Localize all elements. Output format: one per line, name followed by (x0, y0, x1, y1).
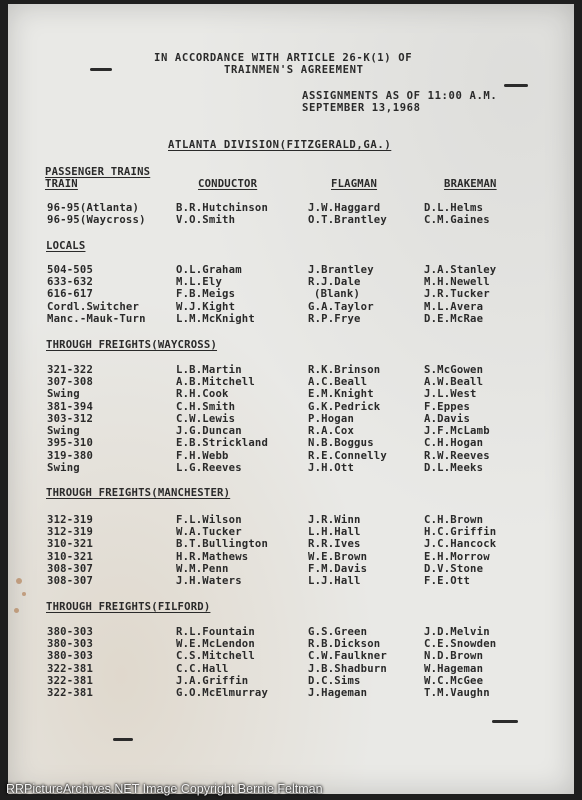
conductor-cell: M.L.Ely (176, 276, 223, 288)
brakeman-column-header: BRAKEMAN (444, 178, 497, 190)
train-cell: 310-321 (47, 538, 94, 550)
train-cell: 380-303 (47, 650, 94, 662)
train-cell: 380-303 (47, 638, 94, 650)
flagman-cell: R.B.Dickson (308, 638, 381, 650)
punch-mark (90, 68, 112, 71)
conductor-cell: E.B.Strickland (176, 437, 269, 449)
train-cell: 96-95(Waycross) (47, 214, 146, 226)
flagman-cell: N.B.Boggus (308, 437, 374, 449)
brakeman-cell: J.C.Hancock (424, 538, 497, 550)
flagman-cell: (Blank) (314, 288, 361, 300)
flagman-cell: G.A.Taylor (308, 301, 374, 313)
flagman-cell: G.S.Green (308, 626, 368, 638)
brakeman-cell: D.L.Meeks (424, 462, 484, 474)
flagman-cell: J.W.Haggard (308, 202, 381, 214)
conductor-cell: G.O.McElmurray (176, 687, 269, 699)
flagman-cell: W.E.Brown (308, 551, 368, 563)
brakeman-cell: D.V.Stone (424, 563, 484, 575)
brakeman-cell: M.H.Newell (424, 276, 490, 288)
conductor-cell: R.L.Fountain (176, 626, 255, 638)
flagman-cell: G.K.Pedrick (308, 401, 381, 413)
flagman-cell: A.C.Beall (308, 376, 368, 388)
stain-spot (16, 578, 22, 584)
brakeman-cell: R.W.Reeves (424, 450, 490, 462)
train-cell: 312-319 (47, 514, 94, 526)
conductor-cell: B.R.Hutchinson (176, 202, 269, 214)
train-cell: 321-322 (47, 364, 94, 376)
train-cell: 504-505 (47, 264, 94, 276)
brakeman-cell: D.L.Helms (424, 202, 484, 214)
flagman-cell: R.E.Connelly (308, 450, 387, 462)
brakeman-cell: N.D.Brown (424, 650, 484, 662)
conductor-cell: C.H.Smith (176, 401, 236, 413)
brakeman-cell: J.F.McLamb (424, 425, 490, 437)
brakeman-cell: J.R.Tucker (424, 288, 490, 300)
conductor-cell: W.M.Penn (176, 563, 229, 575)
conductor-cell: R.H.Cook (176, 388, 229, 400)
brakeman-cell: F.E.Ott (424, 575, 471, 587)
flagman-cell: J.R.Winn (308, 514, 361, 526)
conductor-cell: L.G.Reeves (176, 462, 242, 474)
locals-heading: LOCALS (46, 240, 86, 252)
brakeman-cell: J.D.Melvin (424, 626, 490, 638)
conductor-cell: O.L.Graham (176, 264, 242, 276)
brakeman-cell: J.L.West (424, 388, 477, 400)
train-cell: 303-312 (47, 413, 94, 425)
flagman-cell: R.A.Cox (308, 425, 355, 437)
train-cell: Cordl.Switcher (47, 301, 140, 313)
conductor-cell: A.B.Mitchell (176, 376, 255, 388)
flagman-cell: R.P.Frye (308, 313, 361, 325)
train-cell: 96-95(Atlanta) (47, 202, 140, 214)
brakeman-cell: H.C.Griffin (424, 526, 497, 538)
brakeman-cell: M.L.Avera (424, 301, 484, 313)
waycross-heading: THROUGH FREIGHTS(WAYCROSS) (46, 339, 218, 351)
flagman-cell: P.Hogan (308, 413, 355, 425)
conductor-cell: B.T.Bullington (176, 538, 269, 550)
conductor-cell: L.B.Martin (176, 364, 242, 376)
conductor-cell: W.A.Tucker (176, 526, 242, 538)
brakeman-cell: E.H.Morrow (424, 551, 490, 563)
train-cell: Swing (47, 388, 80, 400)
train-cell: 322-381 (47, 675, 94, 687)
brakeman-cell: C.H.Brown (424, 514, 484, 526)
train-cell: 308-307 (47, 563, 94, 575)
flagman-cell: C.W.Faulkner (308, 650, 387, 662)
copyright-watermark: RRPictureArchives.NET Image Copyright Bernie Feltman (6, 782, 323, 796)
flagman-cell: R.J.Dale (308, 276, 361, 288)
brakeman-cell: C.H.Hogan (424, 437, 484, 449)
train-cell: Swing (47, 425, 80, 437)
conductor-cell: H.R.Mathews (176, 551, 249, 563)
train-cell: 319-380 (47, 450, 94, 462)
conductor-cell: J.G.Duncan (176, 425, 242, 437)
conductor-cell: V.O.Smith (176, 214, 236, 226)
train-cell: 633-632 (47, 276, 94, 288)
punch-mark (492, 720, 518, 723)
brakeman-cell: S.McGowen (424, 364, 484, 376)
flagman-cell: O.T.Brantley (308, 214, 387, 226)
brakeman-cell: D.E.McRae (424, 313, 484, 325)
brakeman-cell: W.Hageman (424, 663, 484, 675)
flagman-cell: R.K.Brinson (308, 364, 381, 376)
punch-mark (504, 84, 528, 87)
conductor-cell: F.B.Meigs (176, 288, 236, 300)
train-cell: 322-381 (47, 687, 94, 699)
brakeman-cell: J.A.Stanley (424, 264, 497, 276)
flagman-cell: L.J.Hall (308, 575, 361, 587)
train-cell: 310-321 (47, 551, 94, 563)
flagman-cell: F.M.Davis (308, 563, 368, 575)
conductor-cell: L.M.McKnight (176, 313, 255, 325)
flagman-cell: J.B.Shadburn (308, 663, 387, 675)
flagman-cell: J.Brantley (308, 264, 374, 276)
flagman-cell: R.R.Ives (308, 538, 361, 550)
flagman-cell: J.H.Ott (308, 462, 355, 474)
conductor-cell: F.L.Wilson (176, 514, 242, 526)
conductor-cell: C.S.Mitchell (176, 650, 255, 662)
filford-heading: THROUGH FREIGHTS(FILFORD) (46, 601, 211, 613)
division-title: ATLANTA DIVISION(FITZGERALD,GA.) (168, 139, 392, 151)
passenger-trains-heading: PASSENGER TRAINS (45, 166, 151, 178)
train-cell: Manc.-Mauk-Turn (47, 313, 146, 325)
assignments-date: SEPTEMBER 13,1968 (302, 102, 421, 114)
train-cell: 380-303 (47, 626, 94, 638)
stain-spot (14, 608, 19, 613)
brakeman-cell: A.Davis (424, 413, 471, 425)
brakeman-cell: A.W.Beall (424, 376, 484, 388)
flagman-cell: J.Hageman (308, 687, 368, 699)
manchester-heading: THROUGH FREIGHTS(MANCHESTER) (46, 487, 231, 499)
train-cell: 307-308 (47, 376, 94, 388)
train-cell: 322-381 (47, 663, 94, 675)
train-cell: 308-307 (47, 575, 94, 587)
brakeman-cell: C.E.Snowden (424, 638, 497, 650)
conductor-column-header: CONDUCTOR (198, 178, 258, 190)
conductor-cell: J.H.Waters (176, 575, 242, 587)
brakeman-cell: T.M.Vaughn (424, 687, 490, 699)
train-cell: 395-310 (47, 437, 94, 449)
conductor-cell: J.A.Griffin (176, 675, 249, 687)
conductor-cell: F.H.Webb (176, 450, 229, 462)
brakeman-cell: W.C.McGee (424, 675, 484, 687)
conductor-cell: C.C.Hall (176, 663, 229, 675)
train-column-header: TRAIN (45, 178, 78, 190)
conductor-cell: W.J.Kight (176, 301, 236, 313)
train-cell: 381-394 (47, 401, 94, 413)
flagman-cell: L.H.Hall (308, 526, 361, 538)
train-cell: 312-319 (47, 526, 94, 538)
train-cell: 616-617 (47, 288, 94, 300)
assignments-line: ASSIGNMENTS AS OF 11:00 A.M. (302, 90, 498, 102)
conductor-cell: W.E.McLendon (176, 638, 255, 650)
header-line-2: TRAINMEN'S AGREEMENT (224, 64, 364, 76)
header-line-1: IN ACCORDANCE WITH ARTICLE 26-K(1) OF (154, 52, 413, 64)
flagman-cell: D.C.Sims (308, 675, 361, 687)
stain-spot (22, 592, 26, 596)
conductor-cell: C.W.Lewis (176, 413, 236, 425)
flagman-cell: E.M.Knight (308, 388, 374, 400)
brakeman-cell: F.Eppes (424, 401, 471, 413)
brakeman-cell: C.M.Gaines (424, 214, 490, 226)
punch-mark (113, 738, 133, 741)
flagman-column-header: FLAGMAN (331, 178, 378, 190)
train-cell: Swing (47, 462, 80, 474)
